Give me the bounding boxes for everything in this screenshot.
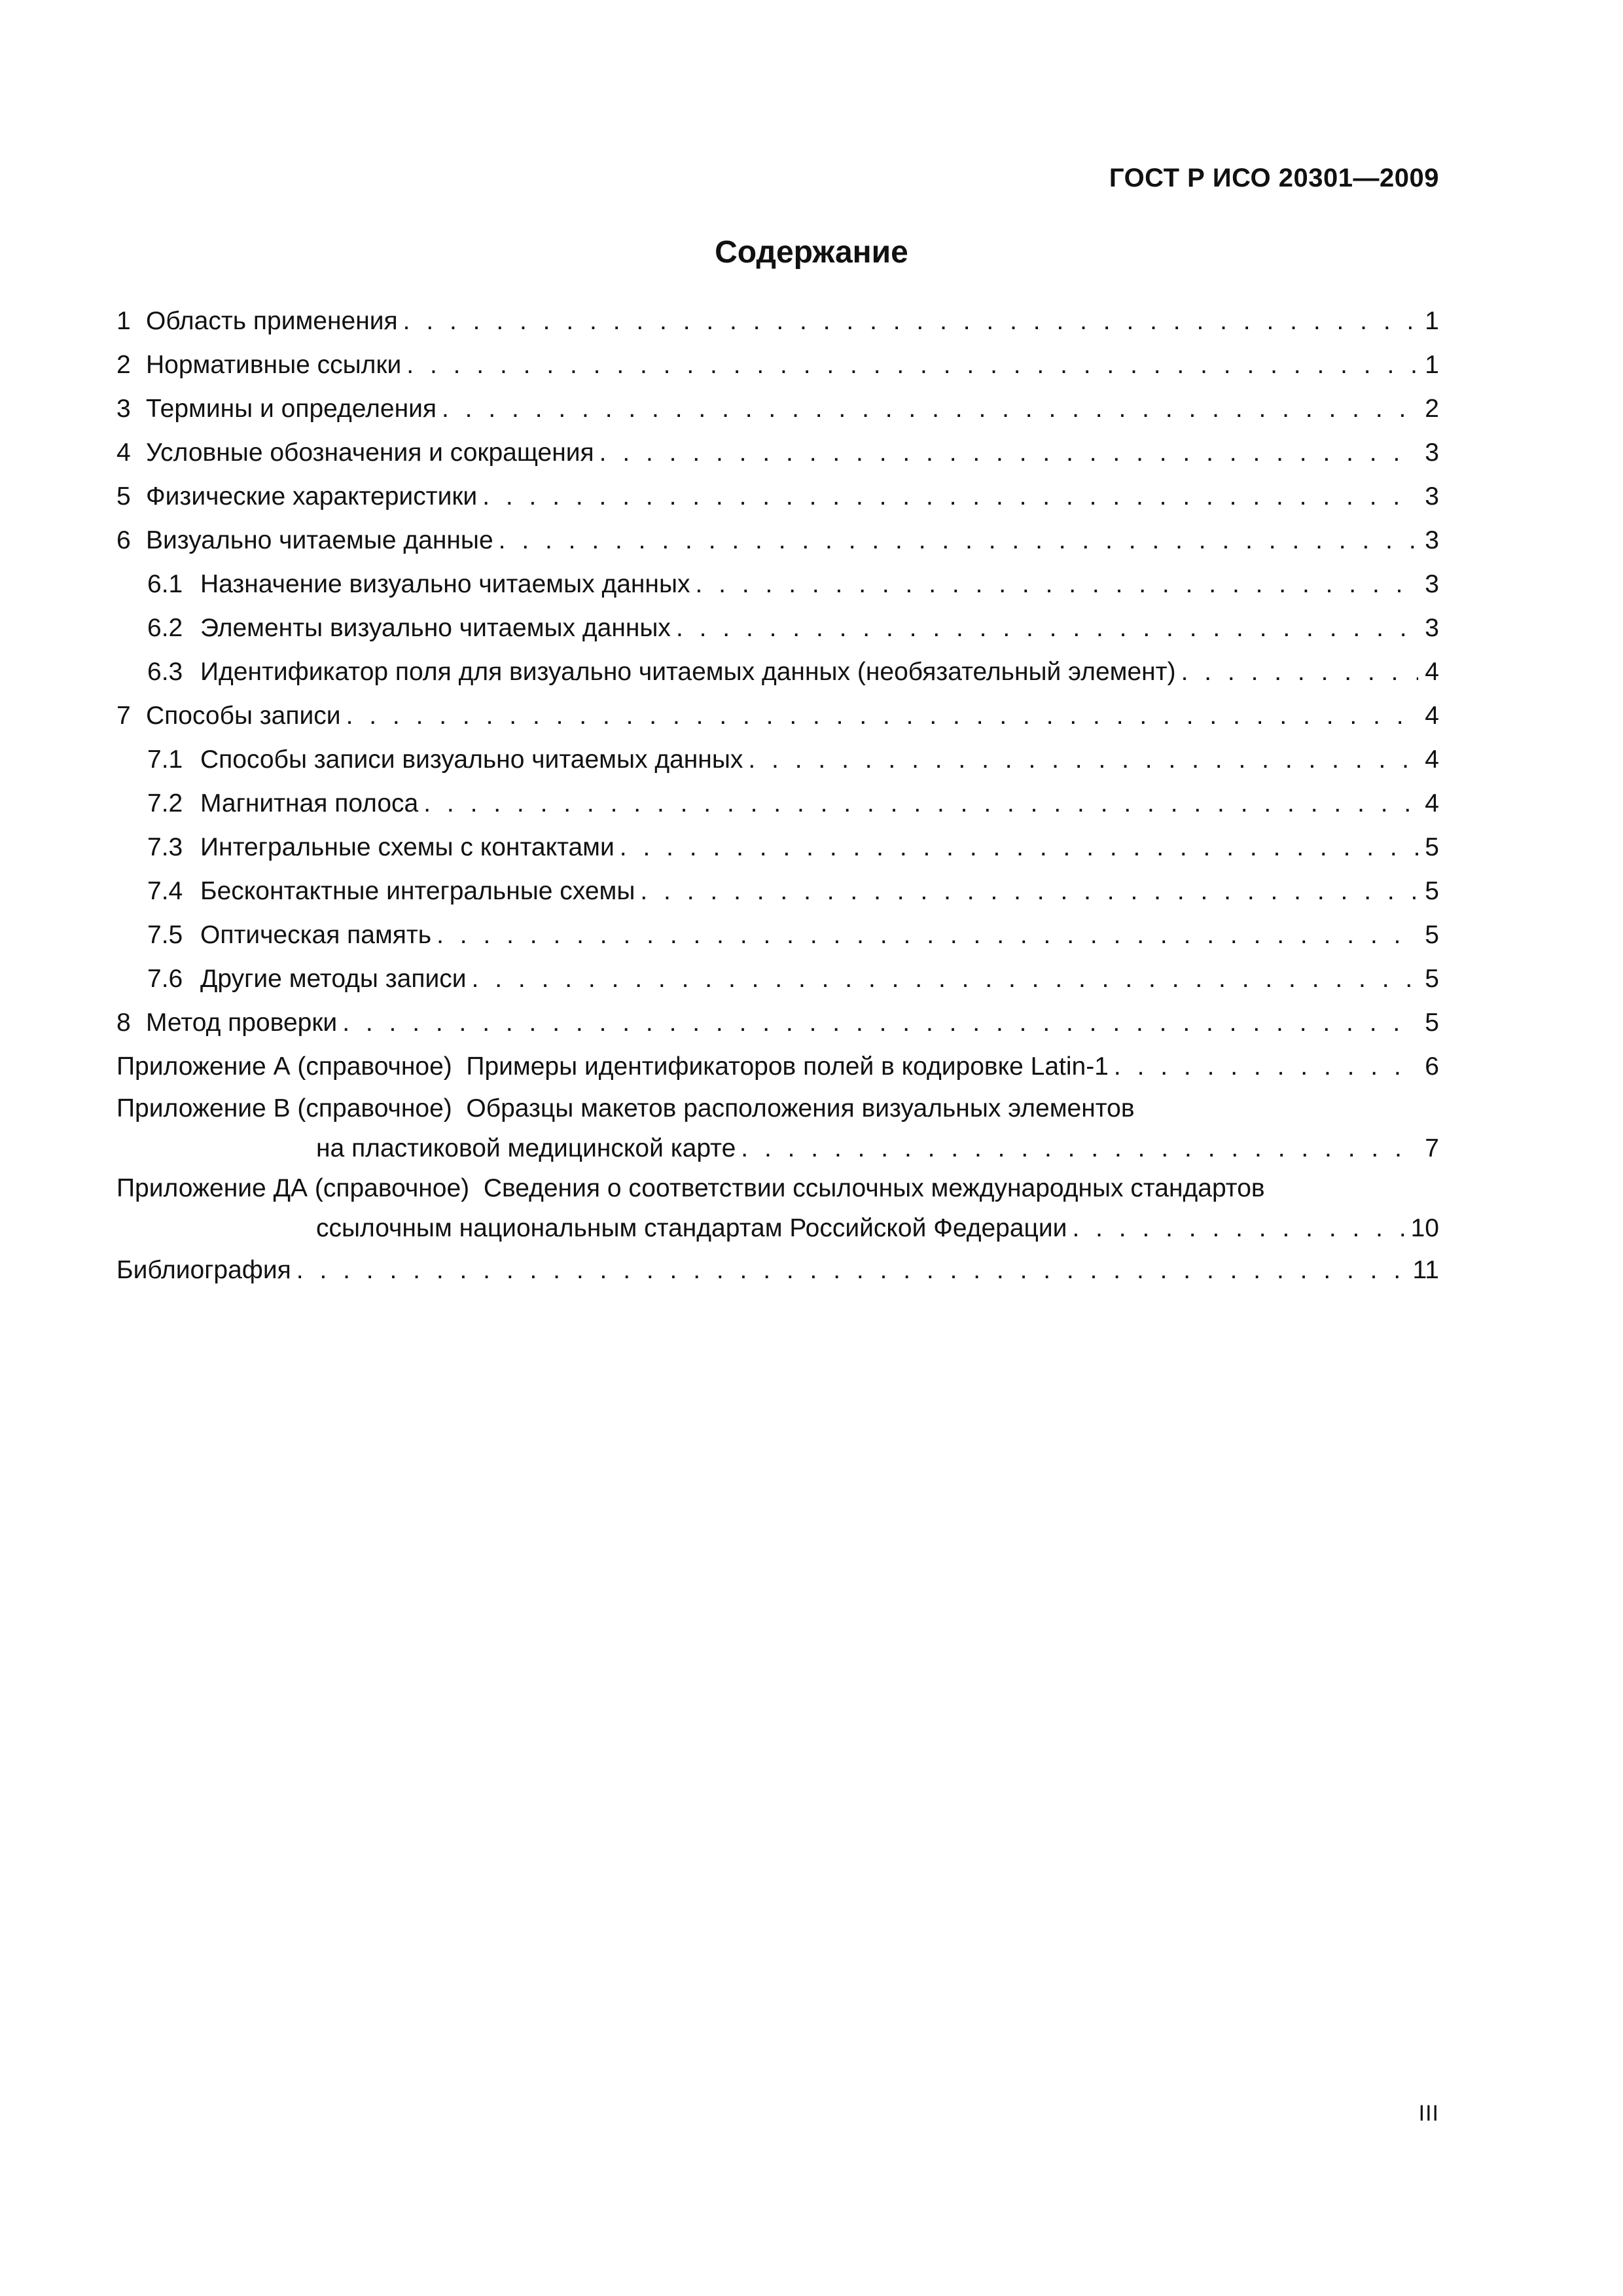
entry-page: 5 — [1418, 825, 1439, 869]
appendix-label-line2: на пластиковой медицинской карте — [316, 1128, 741, 1168]
dot-leader — [1072, 1208, 1404, 1248]
entry-page: 6 — [1418, 1045, 1439, 1088]
entry-label: Область применения — [146, 307, 398, 335]
entry-page: 3 — [1418, 606, 1439, 650]
dot-leader — [696, 562, 1419, 606]
entry-page: 1 — [1418, 299, 1439, 343]
entry-label: Условные обозначения и сокращения — [146, 439, 594, 467]
entry-page: 3 — [1418, 518, 1439, 562]
entry-label: Оптическая память — [200, 921, 432, 949]
entry-number: 3 — [116, 395, 131, 423]
entry-number: 6 — [116, 526, 131, 554]
toc-subentry[interactable] — [116, 825, 1439, 869]
dot-leader — [499, 518, 1419, 562]
dot-leader — [342, 1001, 1418, 1045]
dot-leader — [403, 299, 1419, 343]
toc-bibliography[interactable] — [116, 1248, 1439, 1292]
dot-leader — [406, 343, 1418, 387]
appendix-label-line1: Приложение ДА (справочное) Сведения о соответствии ссылочных международных стандартов — [116, 1174, 1265, 1202]
toc-entry[interactable] — [116, 518, 1439, 562]
toc-subentry[interactable] — [116, 650, 1439, 694]
appendix-label-line1: Приложение В (справочное) Образцы макетов расположения визуальных элементов — [116, 1094, 1135, 1122]
dot-leader — [437, 913, 1418, 957]
dot-leader — [296, 1248, 1406, 1292]
entry-page: 5 — [1418, 913, 1439, 957]
entry-number: 2 — [116, 351, 131, 379]
entry-number: 8 — [116, 1009, 131, 1037]
entry-page: 10 — [1404, 1208, 1439, 1248]
entry-page: 4 — [1418, 694, 1439, 738]
entry-label: Бесконтактные интегральные схемы — [200, 877, 635, 905]
toc-entry[interactable] — [116, 1001, 1439, 1045]
entry-page: 3 — [1418, 562, 1439, 606]
entry-label: Элементы визуально читаемых данных — [200, 614, 671, 642]
appendix-label-line2: ссылочным национальным стандартам Российской Федерации — [316, 1208, 1072, 1248]
entry-label: Способы записи — [146, 702, 341, 730]
dot-leader — [472, 957, 1419, 1001]
entry-page: 11 — [1406, 1248, 1440, 1292]
entry-label: Другие методы записи — [200, 965, 467, 993]
toc-subentry[interactable] — [116, 781, 1439, 825]
dot-leader — [1114, 1045, 1418, 1088]
toc-appendix-b[interactable] — [116, 1088, 1439, 1168]
toc-subentry[interactable] — [116, 738, 1439, 781]
toc-entry[interactable] — [116, 299, 1439, 343]
entry-page: 4 — [1418, 650, 1439, 694]
entry-number: 7 — [116, 702, 131, 730]
toc-appendix-a[interactable] — [116, 1045, 1439, 1088]
toc-subentry[interactable] — [116, 913, 1439, 957]
dot-leader — [423, 781, 1418, 825]
toc-title: Содержание — [715, 235, 908, 270]
entry-number: 7.3 — [147, 833, 183, 861]
entry-label: Идентификатор поля для визуально читаемых данных (необязательный элемент) — [200, 658, 1176, 686]
entry-label: Термины и определения — [146, 395, 437, 423]
entry-number: 1 — [116, 307, 131, 335]
dot-leader — [346, 694, 1419, 738]
entry-number: 6.2 — [147, 614, 183, 642]
standard-code: ГОСТ Р ИСО 20301—2009 — [1109, 164, 1439, 192]
toc-subentry[interactable] — [116, 562, 1439, 606]
entry-label: Нормативные ссылки — [146, 351, 402, 379]
toc-entry[interactable] — [116, 343, 1439, 387]
appendix-label: Приложение А (справочное) Примеры идентификаторов полей в кодировке Latin-1 — [116, 1045, 1114, 1088]
dot-leader — [640, 869, 1418, 913]
toc-entry[interactable] — [116, 387, 1439, 431]
entry-number: 7.1 — [147, 745, 183, 774]
toc-entry[interactable] — [116, 475, 1439, 518]
entry-label: Интегральные схемы с контактами — [200, 833, 615, 861]
entry-number: 6.3 — [147, 658, 183, 686]
dot-leader — [599, 431, 1419, 475]
dot-leader — [482, 475, 1418, 518]
dot-leader — [748, 738, 1418, 781]
entry-number: 7.5 — [147, 921, 183, 949]
dot-leader — [1181, 650, 1419, 694]
entry-page: 7 — [1418, 1128, 1439, 1168]
entry-page: 4 — [1418, 738, 1439, 781]
entry-page: 5 — [1418, 869, 1439, 913]
entry-number: 7.6 — [147, 965, 183, 993]
entry-number: 5 — [116, 482, 131, 511]
entry-page: 4 — [1418, 781, 1439, 825]
toc-subentry[interactable] — [116, 957, 1439, 1001]
entry-label: Метод проверки — [146, 1009, 338, 1037]
entry-label: Визуально читаемые данные — [146, 526, 493, 554]
toc-entry[interactable] — [116, 694, 1439, 738]
entry-number: 7.4 — [147, 877, 183, 905]
page-number: III — [1418, 2101, 1439, 2126]
entry-page: 3 — [1418, 431, 1439, 475]
entry-page: 5 — [1418, 1001, 1439, 1045]
toc-subentry[interactable] — [116, 606, 1439, 650]
entry-page: 2 — [1418, 387, 1439, 431]
entry-label: Способы записи визуально читаемых данных — [200, 745, 743, 774]
entry-label: Назначение визуально читаемых данных — [200, 570, 690, 598]
entry-page: 1 — [1418, 343, 1439, 387]
entry-label: Физические характеристики — [146, 482, 478, 511]
dot-leader — [442, 387, 1418, 431]
toc-entry[interactable] — [116, 431, 1439, 475]
dot-leader — [676, 606, 1418, 650]
entry-number: 7.2 — [147, 789, 183, 817]
entry-number: 6.1 — [147, 570, 183, 598]
entry-page: 5 — [1418, 957, 1439, 1001]
entry-label: Магнитная полоса — [200, 789, 419, 817]
dot-leader — [620, 825, 1419, 869]
table-of-contents — [116, 299, 1439, 1292]
dot-leader — [741, 1128, 1418, 1168]
toc-appendix-da[interactable] — [116, 1168, 1439, 1248]
entry-number: 4 — [116, 439, 131, 467]
entry-page: 3 — [1418, 475, 1439, 518]
bibliography-label: Библиография — [116, 1248, 296, 1292]
toc-subentry[interactable] — [116, 869, 1439, 913]
